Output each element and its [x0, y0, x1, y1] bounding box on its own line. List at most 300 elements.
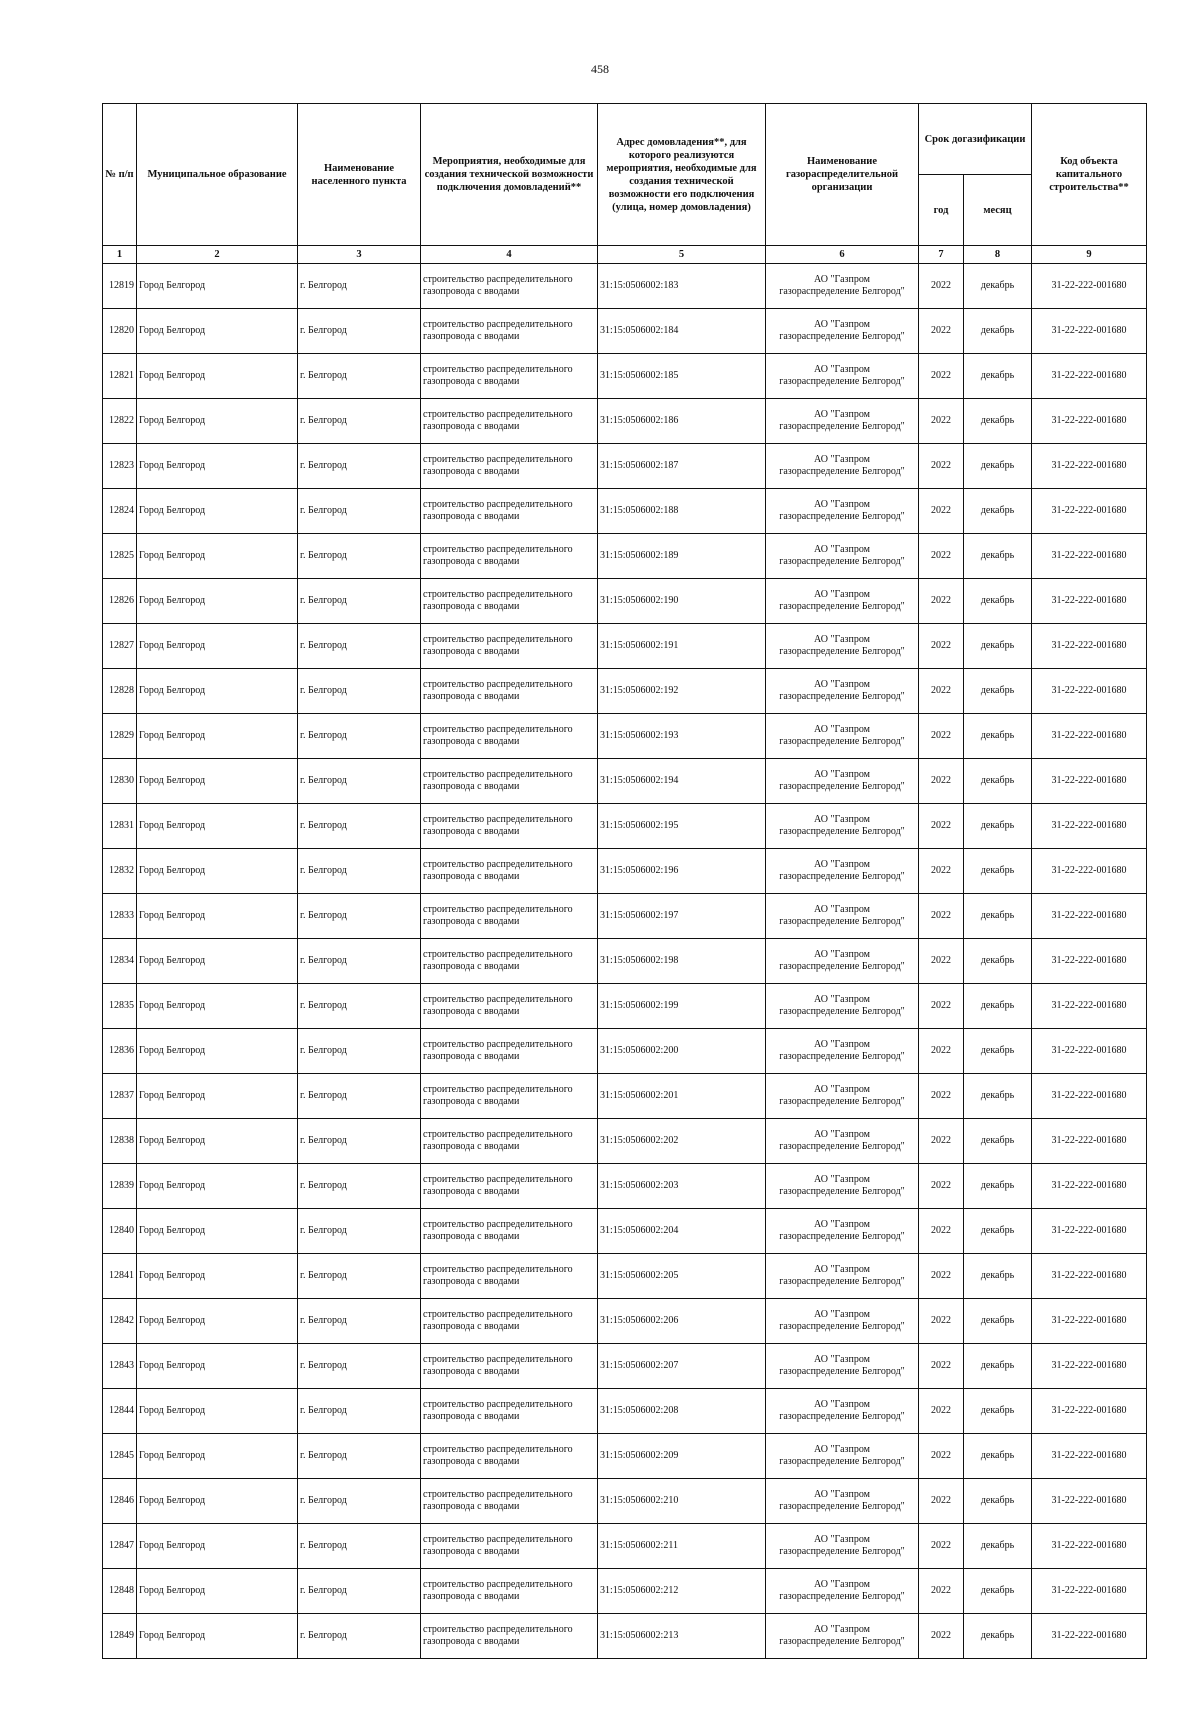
code-cell: 31-22-222-001680 — [1032, 534, 1147, 579]
organization-cell — [766, 1074, 919, 1119]
code-cell: 31-22-222-001680 — [1032, 624, 1147, 669]
locality-cell: г. Белгород — [298, 1569, 421, 1614]
month-cell: декабрь — [964, 489, 1032, 534]
month-cell: декабрь — [964, 1254, 1032, 1299]
month-cell: декабрь — [964, 1524, 1032, 1569]
organization-cell — [766, 309, 919, 354]
table-row — [103, 1164, 1147, 1209]
row-number: 12843 — [103, 1344, 137, 1389]
municipality-cell: Город Белгород — [137, 489, 298, 534]
year-cell: 2022 — [919, 984, 964, 1029]
locality-cell: г. Белгород — [298, 759, 421, 804]
municipality-cell: Город Белгород — [137, 624, 298, 669]
code-cell: 31-22-222-001680 — [1032, 1569, 1147, 1614]
address-cell: 31:15:0506002:186 — [598, 399, 766, 444]
activity-cell: строительство распределительного газопровода с вводами — [421, 849, 598, 894]
table-row — [103, 1389, 1147, 1434]
row-number: 12828 — [103, 669, 137, 714]
organization-cell — [766, 399, 919, 444]
municipality-cell: Город Белгород — [137, 1389, 298, 1434]
row-number: 12841 — [103, 1254, 137, 1299]
organization-line-2: газораспределение Белгород" — [779, 1636, 905, 1647]
organization-line-2: газораспределение Белгород" — [779, 376, 905, 387]
code-cell: 31-22-222-001680 — [1032, 939, 1147, 984]
municipality-cell: Город Белгород — [137, 1119, 298, 1164]
code-cell: 31-22-222-001680 — [1032, 669, 1147, 714]
table-row — [103, 1479, 1147, 1524]
organization-cell — [766, 1614, 919, 1659]
activity-cell: строительство распределительного газопровода с вводами — [421, 1344, 598, 1389]
organization-line-1: АО "Газпром — [814, 634, 870, 645]
row-number: 12824 — [103, 489, 137, 534]
code-cell: 31-22-222-001680 — [1032, 1524, 1147, 1569]
organization-line-1: АО "Газпром — [814, 949, 870, 960]
locality-cell: г. Белгород — [298, 984, 421, 1029]
organization-line-1: АО "Газпром — [814, 769, 870, 780]
organization-cell — [766, 939, 919, 984]
col-header-municipality: Муниципальное образование — [137, 104, 298, 246]
row-number: 12829 — [103, 714, 137, 759]
address-cell: 31:15:0506002:185 — [598, 354, 766, 399]
address-cell: 31:15:0506002:205 — [598, 1254, 766, 1299]
address-cell: 31:15:0506002:203 — [598, 1164, 766, 1209]
code-cell: 31-22-222-001680 — [1032, 894, 1147, 939]
table-row — [103, 1614, 1147, 1659]
organization-line-1: АО "Газпром — [814, 904, 870, 915]
locality-cell: г. Белгород — [298, 1434, 421, 1479]
table-row — [103, 399, 1147, 444]
organization-cell — [766, 579, 919, 624]
row-number: 12833 — [103, 894, 137, 939]
locality-cell: г. Белгород — [298, 1029, 421, 1074]
table-row — [103, 354, 1147, 399]
activity-cell: строительство распределительного газопровода с вводами — [421, 399, 598, 444]
locality-cell: г. Белгород — [298, 849, 421, 894]
organization-line-1: АО "Газпром — [814, 319, 870, 330]
row-number: 12835 — [103, 984, 137, 1029]
table-row — [103, 1344, 1147, 1389]
year-cell: 2022 — [919, 1434, 964, 1479]
locality-cell: г. Белгород — [298, 669, 421, 714]
month-cell: декабрь — [964, 1164, 1032, 1209]
address-cell: 31:15:0506002:191 — [598, 624, 766, 669]
col-header-code: Код объекта капитального строительства** — [1032, 104, 1147, 246]
organization-line-2: газораспределение Белгород" — [779, 286, 905, 297]
address-cell: 31:15:0506002:208 — [598, 1389, 766, 1434]
organization-cell — [766, 804, 919, 849]
month-cell: декабрь — [964, 759, 1032, 804]
activity-cell: строительство распределительного газопровода с вводами — [421, 1119, 598, 1164]
activity-cell: строительство распределительного газопровода с вводами — [421, 1029, 598, 1074]
code-cell: 31-22-222-001680 — [1032, 489, 1147, 534]
municipality-cell: Город Белгород — [137, 984, 298, 1029]
month-cell: декабрь — [964, 1479, 1032, 1524]
month-cell: декабрь — [964, 264, 1032, 309]
column-number: 7 — [919, 246, 964, 264]
organization-line-1: АО "Газпром — [814, 544, 870, 555]
table-row — [103, 534, 1147, 579]
locality-cell: г. Белгород — [298, 624, 421, 669]
organization-cell — [766, 1569, 919, 1614]
activity-cell: строительство распределительного газопровода с вводами — [421, 1299, 598, 1344]
code-cell: 31-22-222-001680 — [1032, 849, 1147, 894]
municipality-cell: Город Белгород — [137, 1074, 298, 1119]
municipality-cell: Город Белгород — [137, 714, 298, 759]
row-number: 12849 — [103, 1614, 137, 1659]
column-number: 9 — [1032, 246, 1147, 264]
locality-cell: г. Белгород — [298, 714, 421, 759]
year-cell: 2022 — [919, 264, 964, 309]
col-header-deadline: Срок догазификации — [919, 104, 1032, 175]
row-number: 12848 — [103, 1569, 137, 1614]
activity-cell: строительство распределительного газопровода с вводами — [421, 669, 598, 714]
locality-cell: г. Белгород — [298, 1119, 421, 1164]
row-number: 12842 — [103, 1299, 137, 1344]
address-cell: 31:15:0506002:200 — [598, 1029, 766, 1074]
year-cell: 2022 — [919, 399, 964, 444]
address-cell: 31:15:0506002:196 — [598, 849, 766, 894]
year-cell: 2022 — [919, 1164, 964, 1209]
code-cell: 31-22-222-001680 — [1032, 579, 1147, 624]
organization-line-2: газораспределение Белгород" — [779, 1051, 905, 1062]
organization-line-1: АО "Газпром — [814, 1219, 870, 1230]
organization-line-1: АО "Газпром — [814, 1399, 870, 1410]
locality-cell: г. Белгород — [298, 1074, 421, 1119]
year-cell: 2022 — [919, 669, 964, 714]
activity-cell: строительство распределительного газопровода с вводами — [421, 939, 598, 984]
address-cell: 31:15:0506002:206 — [598, 1299, 766, 1344]
column-number: 4 — [421, 246, 598, 264]
organization-cell — [766, 1479, 919, 1524]
organization-line-1: АО "Газпром — [814, 409, 870, 420]
organization-cell — [766, 624, 919, 669]
month-cell: декабрь — [964, 1389, 1032, 1434]
code-cell: 31-22-222-001680 — [1032, 759, 1147, 804]
address-cell: 31:15:0506002:201 — [598, 1074, 766, 1119]
year-cell: 2022 — [919, 1344, 964, 1389]
table-row — [103, 1029, 1147, 1074]
table-row — [103, 939, 1147, 984]
row-number: 12830 — [103, 759, 137, 804]
row-number: 12822 — [103, 399, 137, 444]
activity-cell: строительство распределительного газопровода с вводами — [421, 534, 598, 579]
organization-cell — [766, 894, 919, 939]
municipality-cell: Город Белгород — [137, 1299, 298, 1344]
locality-cell: г. Белгород — [298, 444, 421, 489]
table-row — [103, 1299, 1147, 1344]
code-cell: 31-22-222-001680 — [1032, 1254, 1147, 1299]
row-number: 12840 — [103, 1209, 137, 1254]
organization-line-2: газораспределение Белгород" — [779, 601, 905, 612]
year-cell: 2022 — [919, 1029, 964, 1074]
col-header-organization: Наименование газораспределительной организации — [766, 104, 919, 246]
activity-cell: строительство распределительного газопровода с вводами — [421, 1074, 598, 1119]
table-row — [103, 489, 1147, 534]
organization-line-1: АО "Газпром — [814, 499, 870, 510]
table-row — [103, 669, 1147, 714]
year-cell: 2022 — [919, 894, 964, 939]
row-number: 12844 — [103, 1389, 137, 1434]
month-cell: декабрь — [964, 669, 1032, 714]
row-number: 12846 — [103, 1479, 137, 1524]
table-row — [103, 1209, 1147, 1254]
column-number: 2 — [137, 246, 298, 264]
code-cell: 31-22-222-001680 — [1032, 1389, 1147, 1434]
locality-cell: г. Белгород — [298, 939, 421, 984]
activity-cell: строительство распределительного газопровода с вводами — [421, 759, 598, 804]
organization-line-1: АО "Газпром — [814, 859, 870, 870]
organization-cell — [766, 1164, 919, 1209]
locality-cell: г. Белгород — [298, 264, 421, 309]
locality-cell: г. Белгород — [298, 399, 421, 444]
organization-line-2: газораспределение Белгород" — [779, 1411, 905, 1422]
address-cell: 31:15:0506002:194 — [598, 759, 766, 804]
table-row — [103, 894, 1147, 939]
organization-cell — [766, 1119, 919, 1164]
month-cell: декабрь — [964, 1569, 1032, 1614]
code-cell: 31-22-222-001680 — [1032, 804, 1147, 849]
organization-line-2: газораспределение Белгород" — [779, 1366, 905, 1377]
activity-cell: строительство распределительного газопровода с вводами — [421, 1479, 598, 1524]
activity-cell: строительство распределительного газопровода с вводами — [421, 489, 598, 534]
header-row — [103, 104, 1147, 175]
col-header-month: месяц — [964, 175, 1032, 246]
organization-line-1: АО "Газпром — [814, 1579, 870, 1590]
organization-line-2: газораспределение Белгород" — [779, 1591, 905, 1602]
municipality-cell: Город Белгород — [137, 849, 298, 894]
row-number: 12823 — [103, 444, 137, 489]
organization-line-1: АО "Газпром — [814, 1309, 870, 1320]
municipality-cell: Город Белгород — [137, 1569, 298, 1614]
organization-cell — [766, 534, 919, 579]
table-row — [103, 1119, 1147, 1164]
organization-cell — [766, 354, 919, 399]
month-cell: декабрь — [964, 579, 1032, 624]
organization-line-2: газораспределение Белгород" — [779, 1321, 905, 1332]
locality-cell: г. Белгород — [298, 1209, 421, 1254]
locality-cell: г. Белгород — [298, 1479, 421, 1524]
municipality-cell: Город Белгород — [137, 759, 298, 804]
organization-cell — [766, 984, 919, 1029]
table-row — [103, 309, 1147, 354]
organization-line-1: АО "Газпром — [814, 454, 870, 465]
year-cell: 2022 — [919, 1119, 964, 1164]
municipality-cell: Город Белгород — [137, 1479, 298, 1524]
address-cell: 31:15:0506002:195 — [598, 804, 766, 849]
month-cell: декабрь — [964, 534, 1032, 579]
month-cell: декабрь — [964, 1299, 1032, 1344]
activity-cell: строительство распределительного газопровода с вводами — [421, 624, 598, 669]
month-cell: декабрь — [964, 1614, 1032, 1659]
organization-line-1: АО "Газпром — [814, 679, 870, 690]
code-cell: 31-22-222-001680 — [1032, 1434, 1147, 1479]
organization-line-2: газораспределение Белгород" — [779, 1456, 905, 1467]
organization-cell — [766, 1389, 919, 1434]
table-row — [103, 714, 1147, 759]
activity-cell: строительство распределительного газопровода с вводами — [421, 579, 598, 624]
year-cell: 2022 — [919, 444, 964, 489]
organization-line-2: газораспределение Белгород" — [779, 871, 905, 882]
activity-cell: строительство распределительного газопровода с вводами — [421, 1389, 598, 1434]
year-cell: 2022 — [919, 489, 964, 534]
code-cell: 31-22-222-001680 — [1032, 1614, 1147, 1659]
organization-line-2: газораспределение Белгород" — [779, 961, 905, 972]
organization-line-2: газораспределение Белгород" — [779, 646, 905, 657]
organization-line-2: газораспределение Белгород" — [779, 1546, 905, 1557]
year-cell: 2022 — [919, 624, 964, 669]
organization-line-1: АО "Газпром — [814, 1174, 870, 1185]
month-cell: декабрь — [964, 444, 1032, 489]
month-cell: декабрь — [964, 804, 1032, 849]
organization-cell — [766, 1344, 919, 1389]
organization-line-2: газораспределение Белгород" — [779, 1141, 905, 1152]
address-cell: 31:15:0506002:188 — [598, 489, 766, 534]
organization-line-2: газораспределение Белгород" — [779, 1006, 905, 1017]
year-cell: 2022 — [919, 354, 964, 399]
organization-line-2: газораспределение Белгород" — [779, 1186, 905, 1197]
row-number: 12837 — [103, 1074, 137, 1119]
address-cell: 31:15:0506002:184 — [598, 309, 766, 354]
municipality-cell: Город Белгород — [137, 579, 298, 624]
activity-cell: строительство распределительного газопровода с вводами — [421, 354, 598, 399]
table-row — [103, 1434, 1147, 1479]
organization-cell — [766, 1029, 919, 1074]
activity-cell: строительство распределительного газопровода с вводами — [421, 1569, 598, 1614]
locality-cell: г. Белгород — [298, 354, 421, 399]
municipality-cell: Город Белгород — [137, 1254, 298, 1299]
col-header-year: год — [919, 175, 964, 246]
organization-cell — [766, 1524, 919, 1569]
code-cell: 31-22-222-001680 — [1032, 1029, 1147, 1074]
locality-cell: г. Белгород — [298, 579, 421, 624]
organization-cell — [766, 849, 919, 894]
organization-line-2: газораспределение Белгород" — [779, 1096, 905, 1107]
address-cell: 31:15:0506002:187 — [598, 444, 766, 489]
municipality-cell: Город Белгород — [137, 1524, 298, 1569]
row-number: 12825 — [103, 534, 137, 579]
code-cell: 31-22-222-001680 — [1032, 984, 1147, 1029]
table-row — [103, 759, 1147, 804]
code-cell: 31-22-222-001680 — [1032, 309, 1147, 354]
month-cell: декабрь — [964, 984, 1032, 1029]
organization-line-1: АО "Газпром — [814, 1624, 870, 1635]
column-number-row — [103, 246, 1147, 264]
organization-line-2: газораспределение Белгород" — [779, 466, 905, 477]
row-number: 12820 — [103, 309, 137, 354]
table-row — [103, 804, 1147, 849]
column-number: 6 — [766, 246, 919, 264]
month-cell: декабрь — [964, 1119, 1032, 1164]
month-cell: декабрь — [964, 894, 1032, 939]
municipality-cell: Город Белгород — [137, 309, 298, 354]
col-header-address: Адрес домовладения**, для которого реализуются мероприятия, необходимые для создания технической возможности его подключения (улица, номер домовладения) — [598, 104, 766, 246]
organization-line-2: газораспределение Белгород" — [779, 511, 905, 522]
organization-line-2: газораспределение Белгород" — [779, 421, 905, 432]
municipality-cell: Город Белгород — [137, 1029, 298, 1074]
organization-line-1: АО "Газпром — [814, 1264, 870, 1275]
month-cell: декабрь — [964, 624, 1032, 669]
row-number: 12847 — [103, 1524, 137, 1569]
activity-cell: строительство распределительного газопровода с вводами — [421, 444, 598, 489]
locality-cell: г. Белгород — [298, 1524, 421, 1569]
month-cell: декабрь — [964, 939, 1032, 984]
organization-line-1: АО "Газпром — [814, 589, 870, 600]
activity-cell: строительство распределительного газопровода с вводами — [421, 1164, 598, 1209]
address-cell: 31:15:0506002:209 — [598, 1434, 766, 1479]
row-number: 12832 — [103, 849, 137, 894]
year-cell: 2022 — [919, 804, 964, 849]
organization-cell — [766, 669, 919, 714]
row-number: 12836 — [103, 1029, 137, 1074]
row-number: 12819 — [103, 264, 137, 309]
code-cell: 31-22-222-001680 — [1032, 444, 1147, 489]
column-number: 3 — [298, 246, 421, 264]
month-cell: декабрь — [964, 1434, 1032, 1479]
col-header-locality: Наименование населенного пункта — [298, 104, 421, 246]
municipality-cell: Город Белгород — [137, 1209, 298, 1254]
organization-line-1: АО "Газпром — [814, 994, 870, 1005]
organization-line-2: газораспределение Белгород" — [779, 781, 905, 792]
locality-cell: г. Белгород — [298, 309, 421, 354]
year-cell: 2022 — [919, 714, 964, 759]
column-number: 5 — [598, 246, 766, 264]
locality-cell: г. Белгород — [298, 1299, 421, 1344]
locality-cell: г. Белгород — [298, 489, 421, 534]
table-row — [103, 264, 1147, 309]
table-row — [103, 1524, 1147, 1569]
table-row — [103, 579, 1147, 624]
row-number: 12839 — [103, 1164, 137, 1209]
activity-cell: строительство распределительного газопровода с вводами — [421, 264, 598, 309]
col-header-n: № п/п — [103, 104, 137, 246]
organization-line-1: АО "Газпром — [814, 274, 870, 285]
year-cell: 2022 — [919, 1299, 964, 1344]
row-number: 12827 — [103, 624, 137, 669]
organization-line-2: газораспределение Белгород" — [779, 736, 905, 747]
month-cell: декабрь — [964, 1344, 1032, 1389]
organization-cell — [766, 759, 919, 804]
organization-line-2: газораспределение Белгород" — [779, 1501, 905, 1512]
year-cell: 2022 — [919, 849, 964, 894]
table-row — [103, 984, 1147, 1029]
locality-cell: г. Белгород — [298, 894, 421, 939]
address-cell: 31:15:0506002:198 — [598, 939, 766, 984]
municipality-cell: Город Белгород — [137, 669, 298, 714]
organization-line-1: АО "Газпром — [814, 1129, 870, 1140]
organization-line-1: АО "Газпром — [814, 1039, 870, 1050]
organization-line-2: газораспределение Белгород" — [779, 331, 905, 342]
address-cell: 31:15:0506002:211 — [598, 1524, 766, 1569]
organization-line-1: АО "Газпром — [814, 814, 870, 825]
organization-cell — [766, 1209, 919, 1254]
code-cell: 31-22-222-001680 — [1032, 354, 1147, 399]
municipality-cell: Город Белгород — [137, 894, 298, 939]
code-cell: 31-22-222-001680 — [1032, 1344, 1147, 1389]
year-cell: 2022 — [919, 1569, 964, 1614]
year-cell: 2022 — [919, 309, 964, 354]
organization-cell — [766, 714, 919, 759]
municipality-cell: Город Белгород — [137, 1614, 298, 1659]
address-cell: 31:15:0506002:192 — [598, 669, 766, 714]
year-cell: 2022 — [919, 1524, 964, 1569]
year-cell: 2022 — [919, 1389, 964, 1434]
page-number: 458 — [591, 62, 609, 76]
address-cell: 31:15:0506002:197 — [598, 894, 766, 939]
table-body — [103, 264, 1147, 1659]
municipality-cell: Город Белгород — [137, 1164, 298, 1209]
address-cell: 31:15:0506002:199 — [598, 984, 766, 1029]
code-cell: 31-22-222-001680 — [1032, 1299, 1147, 1344]
